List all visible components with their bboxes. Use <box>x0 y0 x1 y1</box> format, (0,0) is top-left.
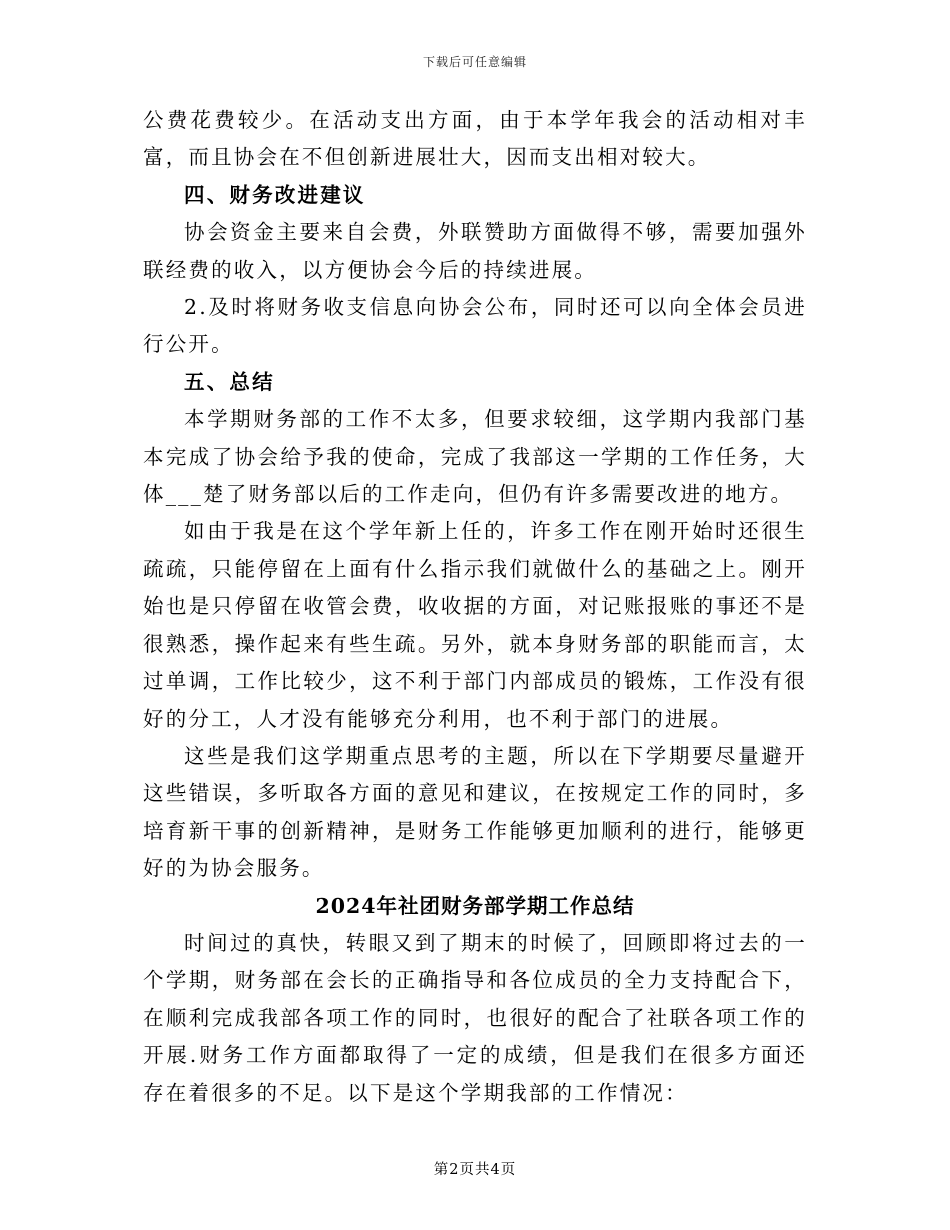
document-title: 2024年社团财务部学期工作总结 <box>315 893 635 918</box>
section-heading-summary: 五、总结 <box>184 369 275 394</box>
paragraph-next-term: 这些是我们这学期重点思考的主题，所以在下学期要尽量避开这些错误，多听取各方面的意见和建议，在按规定工作的同时，多培育新干事的创新精神，是财务工作能够更加顺利的进行，能够更好的为协会服务。 <box>143 743 807 881</box>
paragraph-intro: 时间过的真快，转眼又到了期末的时候了，回顾即将过去的一个学期，财务部在会长的正确指导和各位成员的全力支持配合下，在顺利完成我部各项工作的同时，也很好的配合了社联各项工作的开展.财务工作方面都取得了一定的成绩，但是我们在很多方面还存在着很多的不足。以下是这个学期我部的工作情况： <box>143 930 807 1105</box>
paragraph-disclosure: 2.及时将财务收支信息向协会公布，同时还可以向全体会员进行公开。 <box>143 295 807 357</box>
section-heading-improvement: 四、财务改进建议 <box>184 182 366 207</box>
document-body <box>143 102 807 1112</box>
paragraph-funding: 协会资金主要来自会费，外联赞助方面做得不够，需要加强外联经费的收入，以方便协会今后的持续进展。 <box>143 220 807 282</box>
page-number: 第2页共4页 <box>433 1162 517 1178</box>
paragraph-summary: 本学期财务部的工作不太多，但要求较细，这学期内我部门基本完成了协会给予我的使命，完成了我部这一学期的工作任务，大体___楚了财务部以后的工作走向，但仍有许多需要改进的地方。 <box>143 407 807 507</box>
paragraph-reflection: 如由于我是在这个学年新上任的，许多工作在刚开始时还很生疏疏，只能停留在上面有什么指示我们就做什么的基础之上。刚开始也是只停留在收管会费，收收据的方面，对记账报账的事还不是很熟悉，操作起来有些生疏。另外，就本身财务部的职能而言，太过单调，工作比较少，这不利于部门内部成员的锻炼，工作没有很好的分工，人才没有能够充分利用，也不利于部门的进展。 <box>143 519 807 731</box>
paragraph-expenses: 公费花费较少。在活动支出方面，由于本学年我会的活动相对丰富，而且协会在不但创新进展壮大，因而支出相对较大。 <box>143 108 807 170</box>
header-note: 下载后可任意编辑 <box>422 55 527 69</box>
